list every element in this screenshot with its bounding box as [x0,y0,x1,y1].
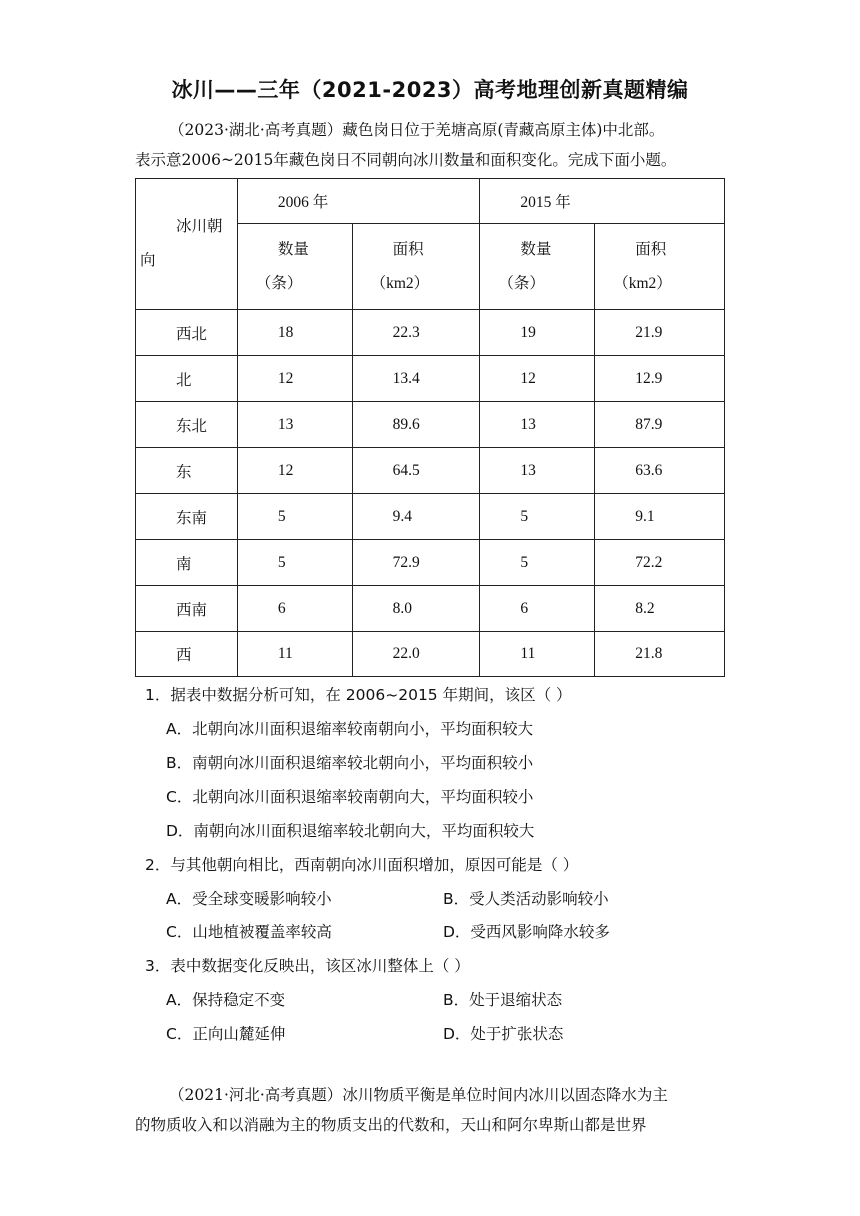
area-2015-header-line2: （km2） [613,274,672,292]
row-count-2006: 13 [237,402,352,448]
count-2006-header [237,224,352,310]
intro-line-2: 表示意2006~2015年藏色岗日不同朝向冰川数量和面积变化。完成下面小题。 [135,151,677,169]
table-row [136,402,725,448]
row-count-2015: 5 [480,540,595,586]
question-2-option-b[interactable]: B．受人类活动影响较小 [443,890,609,908]
question-1-option-a[interactable]: A．北朝向冰川面积退缩率较南朝向小，平均面积较大 [166,720,534,738]
question-1-option-b[interactable]: B．南朝向冰川面积退缩率较北朝向小，平均面积较小 [166,754,534,772]
passage-2-paragraph [135,1080,725,1140]
question-3-stem: 3．表中数据变化反映出，该区冰川整体上（ ） [145,957,470,975]
table-header-row [136,179,725,224]
count-2006-header-line2: （条） [255,274,303,292]
row-direction: 东 [136,448,238,494]
row-count-2006: 5 [237,540,352,586]
year-2006-header: 2006 年 [237,179,480,224]
corner-header [136,179,238,310]
row-direction: 西北 [136,310,238,356]
row-area-2015: 21.8 [595,632,725,677]
row-count-2015: 11 [480,632,595,677]
row-area-2006: 22.0 [352,632,480,677]
row-area-2006: 89.6 [352,402,480,448]
table-row [136,586,725,632]
passage-2-line-2: 的物质收入和以消融为主的物质支出的代数和，天山和阿尔卑斯山都是世界 [135,1116,647,1134]
row-count-2006: 6 [237,586,352,632]
table-row [136,632,725,677]
question-3-option-a[interactable]: A．保持稳定不变 [166,991,286,1009]
question-3-option-b[interactable]: B．处于退缩状态 [443,991,563,1009]
area-2015-header-line1: 面积 [635,240,667,258]
row-area-2006: 22.3 [352,310,480,356]
count-2015-header-line1: 数量 [520,240,552,258]
row-count-2015: 6 [480,586,595,632]
row-count-2015: 13 [480,402,595,448]
row-direction: 西南 [136,586,238,632]
row-count-2015: 19 [480,310,595,356]
table-row [136,310,725,356]
row-area-2015: 8.2 [595,586,725,632]
row-count-2015: 12 [480,356,595,402]
intro-paragraph [135,115,725,175]
glacier-table [135,178,725,677]
intro-line-1 [135,115,725,145]
row-count-2015: 13 [480,448,595,494]
count-2015-header [480,224,595,310]
question-3-option-c[interactable]: C．正向山麓延伸 [166,1025,286,1043]
row-count-2006: 11 [237,632,352,677]
table-row [136,540,725,586]
year-2015-header: 2015 年 [480,179,725,224]
row-area-2006: 64.5 [352,448,480,494]
intro-text-1: 藏色岗日位于羌塘高原(青藏高原主体)中北部。 [342,121,665,139]
corner-header-line2: 向 [140,252,156,269]
row-count-2015: 5 [480,494,595,540]
count-2006-header-line1: 数量 [277,240,309,258]
question-2-option-d[interactable]: D．受西风影响降水较多 [443,923,610,941]
row-area-2015: 87.9 [595,402,725,448]
question-2-stem: 2．与其他朝向相比，西南朝向冰川面积增加，原因可能是（ ） [145,856,579,874]
question-2-option-c[interactable]: C．山地植被覆盖率较高 [166,923,332,941]
row-area-2015: 21.9 [595,310,725,356]
row-direction: 西 [136,632,238,677]
question-1-stem: 1．据表中数据分析可知，在 2006~2015 年期间，该区（ ） [145,686,572,704]
row-direction: 南 [136,540,238,586]
area-2006-header [352,224,480,310]
row-count-2006: 5 [237,494,352,540]
table-row [136,494,725,540]
passage-2-source: （2021·河北·高考真题） [169,1086,343,1104]
row-area-2006: 72.9 [352,540,480,586]
area-2006-header-line1: 面积 [392,240,424,258]
row-area-2015: 63.6 [595,448,725,494]
row-direction: 东南 [136,494,238,540]
table-row [136,356,725,402]
page-title: 冰川——三年（2021-2023）高考地理创新真题精编 [171,78,689,102]
passage-2-text-1: 冰川物质平衡是单位时间内冰川以固态降水为主 [342,1086,668,1104]
row-area-2015: 72.2 [595,540,725,586]
row-area-2006: 9.4 [352,494,480,540]
question-1-option-d[interactable]: D．南朝向冰川面积退缩率较北朝向大，平均面积较大 [166,822,535,840]
question-3-option-d[interactable]: D．处于扩张状态 [443,1025,564,1043]
row-count-2006: 18 [237,310,352,356]
question-2-option-a[interactable]: A．受全球变暖影响较小 [166,890,332,908]
area-2006-header-line2: （km2） [370,274,430,292]
row-direction: 东北 [136,402,238,448]
row-area-2015: 9.1 [595,494,725,540]
count-2015-header-line2: （条） [498,274,545,292]
corner-header-line1: 冰川朝 [176,218,223,235]
row-count-2006: 12 [237,448,352,494]
row-area-2006: 13.4 [352,356,480,402]
intro-source: （2023·湖北·高考真题） [169,121,343,139]
row-direction: 北 [136,356,238,402]
passage-2-line-1 [135,1080,725,1110]
row-count-2006: 12 [237,356,352,402]
row-area-2006: 8.0 [352,586,480,632]
area-2015-header [595,224,725,310]
row-area-2015: 12.9 [595,356,725,402]
table-row [136,448,725,494]
question-1-option-c[interactable]: C．北朝向冰川面积退缩率较南朝向大，平均面积较小 [166,788,534,806]
